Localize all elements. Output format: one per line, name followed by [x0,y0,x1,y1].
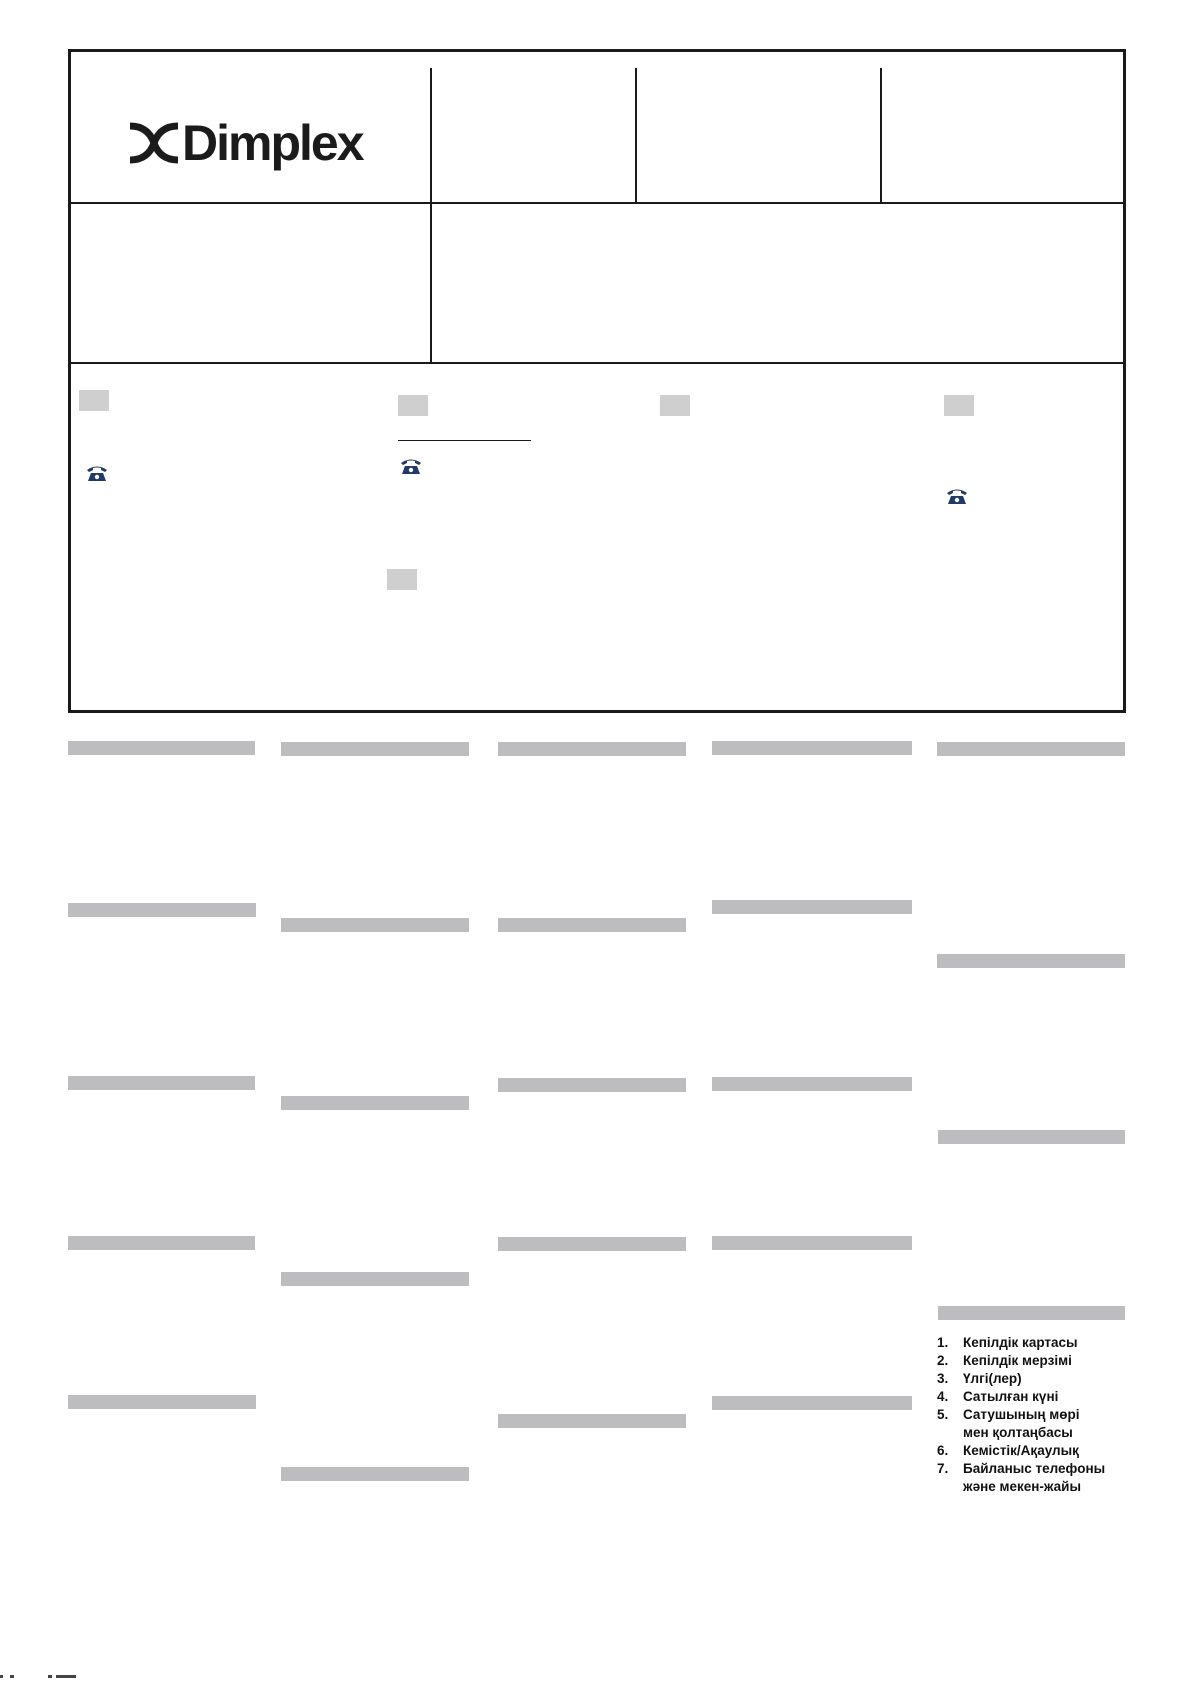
language-section-bar [712,1396,912,1410]
legend-item-continuation: және мекен-жайы [963,1479,1081,1494]
field-legend [937,1334,1105,1496]
field-number-box [387,569,417,590]
legend-item: 5. Сатушының мөрі [937,1407,1080,1422]
legend-item-continuation: мен қолтаңбасы [963,1425,1073,1440]
legend-item: 2. Кепілдік мерзімі [937,1353,1072,1368]
language-section-bar [498,918,686,932]
dimplex-logo [128,115,363,171]
language-section-bar [937,954,1125,968]
language-section-bar [281,918,469,932]
legend-item: 7. Байланыс телефоны [937,1461,1106,1476]
language-section-bar [498,742,686,756]
field-number-box [660,395,690,416]
language-section-bar [281,1272,469,1286]
language-section-bar [712,741,912,755]
signature-line [398,440,531,441]
info-divider [70,362,1126,364]
language-section-bar [712,900,912,914]
language-section-bar [938,1130,1125,1144]
scan-mark [0,1675,85,1678]
language-section-bar [938,1306,1125,1320]
language-section-bar [712,1077,912,1091]
brand-name: Dimplex [182,115,363,171]
column-divider-1 [430,68,432,363]
language-section-bar [281,742,469,756]
column-divider-2 [635,68,637,204]
legend-item: 4. Сатылған күні [937,1389,1059,1404]
language-section-bar [498,1414,686,1428]
language-section-bar [498,1237,686,1251]
language-section-bar [68,1395,256,1409]
field-number-box [79,390,109,411]
dimplex-logo-icon [128,122,180,164]
phone-icon [946,487,968,505]
header-divider [70,202,1126,204]
language-section-bar [498,1078,686,1092]
language-section-bar [68,903,256,917]
language-section-bar [281,1096,469,1110]
language-section-bar [712,1236,912,1250]
legend-item: 3. Үлгі(лер) [937,1371,1022,1386]
column-divider-3 [880,68,882,204]
language-section-bar [281,1467,469,1481]
legend-item: 1. Кепілдік картасы [937,1335,1078,1350]
legend-item: 6. Кемістік/Ақаулық [937,1443,1079,1458]
language-section-bar [68,1236,255,1250]
phone-icon [86,464,108,482]
field-number-box [398,395,428,416]
language-section-bar [68,741,255,755]
language-section-bar [68,1076,255,1090]
phone-icon [400,457,422,475]
language-section-bar [937,742,1125,756]
field-number-box [944,395,974,416]
